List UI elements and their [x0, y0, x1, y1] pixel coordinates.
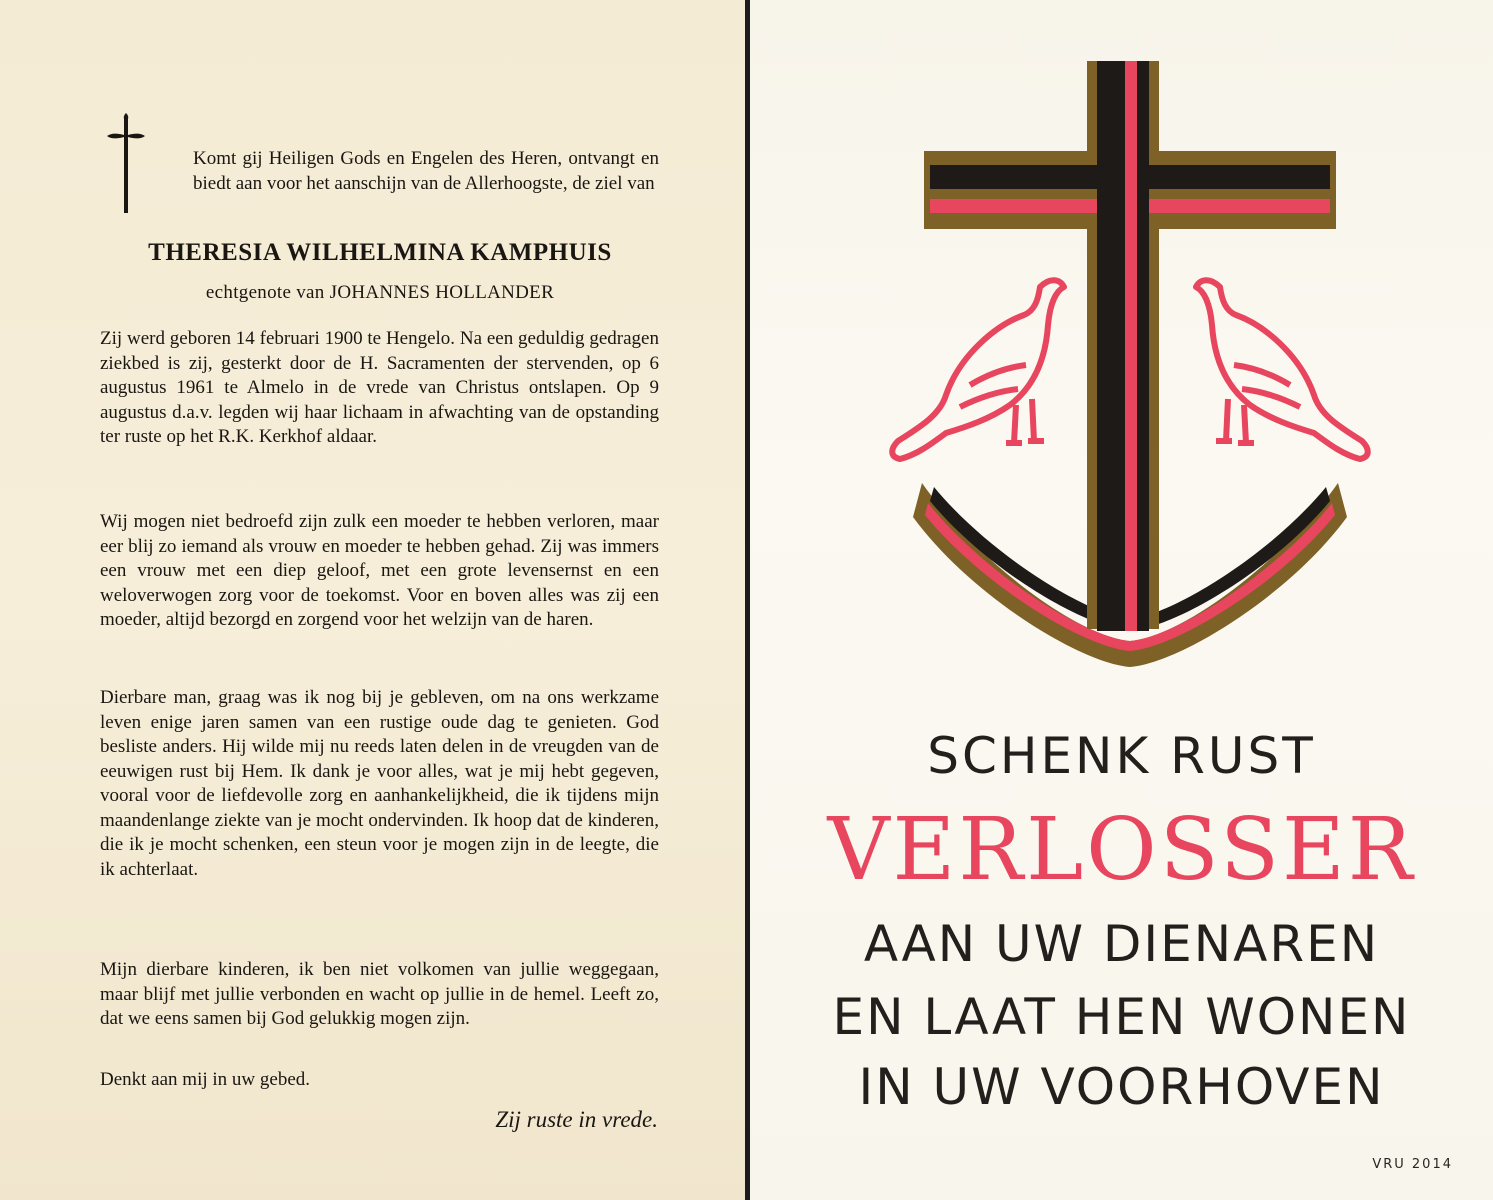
print-code: VRU 2014: [1372, 1157, 1453, 1172]
paragraph-to-husband: Dierbare man, graag was ik nog bij je gebleven, om na ons werkzame leven enige jaren samen van een rustige oude dag te genieten. God besliste anders. Hij wilde mij nu reeds laten delen in de vreugden van de eeuwigen rust bij Hem. Ik dank je voor alles, wat je mij hebt gegeven, vooral voor de liefdevolle zorg en aanhankelijkheid, die ik tijdens mijn maandenlange ziekte van je mocht ondervinden. Ik hoop dat de kinderen, die ik je mocht schenken, een steun voor je mogen zijn in de leegte, die ik achterlaat.: [100, 687, 659, 880]
intro-prayer: Komt gij Heiligen Gods en Engelen des Heren, ontvangt en biedt aan voor het aanschijn van de Allerhoogste, de ziel van: [193, 148, 659, 194]
verse-line-2: VERLOSSER: [827, 800, 1416, 900]
verse-line-1: SCHENK RUST: [927, 727, 1316, 785]
closing-line: Zij ruste in vrede.: [495, 1107, 658, 1132]
paragraph-to-children: Mijn dierbare kinderen, ik ben niet volkomen van jullie weggegaan, maar blijf met jullie verbonden en wacht op jullie in de hemel. Leeft zo, dat we eens samen bij God gelukkig mogen zijn.: [100, 959, 659, 1029]
deceased-name: THERESIA WILHELMINA KAMPHUIS: [148, 239, 612, 266]
paragraph-tribute: Wij mogen niet bedroefd zijn zulk een moeder te hebben verloren, maar eer blij zo iemand als vrouw en moeder te hebben gehad. Zij was immers een vrouw met een diep geloof, met een grote levensernst en een weloverwogen zorg voor de toekomst. Voor en boven alles was zij een moeder, altijd bezorgd en zorgend voor het welzijn van de haren.: [100, 511, 659, 630]
spouse-line: echtgenote van JOHANNES HOLLANDER: [205, 282, 555, 303]
cross-anchor-doves-icon: [850, 55, 1410, 675]
paragraph-prayer-request: Denkt aan mij in uw gebed.: [100, 1069, 311, 1090]
cross-icon: [105, 113, 147, 218]
paragraph-biography: Zij werd geboren 14 februari 1900 te Hengelo. Na een geduldig gedragen ziekbed is zij, gesterkt door de H. Sacramenten der stervenden, op 6 augustus 1961 te Almelo in de vrede van Christus ontslapen. Op 9 augustus d.a.v. legden wij haar lichaam in afwachting van de opstanding ter ruste op het R.K. Kerkhof aldaar.: [100, 328, 659, 447]
memorial-card-text-side: [0, 0, 745, 1200]
verse-line-4: EN LAAT HEN WONEN: [832, 988, 1411, 1046]
memorial-card-picture-side: [750, 0, 1493, 1200]
verse-line-5: IN UW VOORHOVEN: [858, 1058, 1385, 1116]
verse-line-3: AAN UW DIENAREN: [863, 915, 1380, 973]
